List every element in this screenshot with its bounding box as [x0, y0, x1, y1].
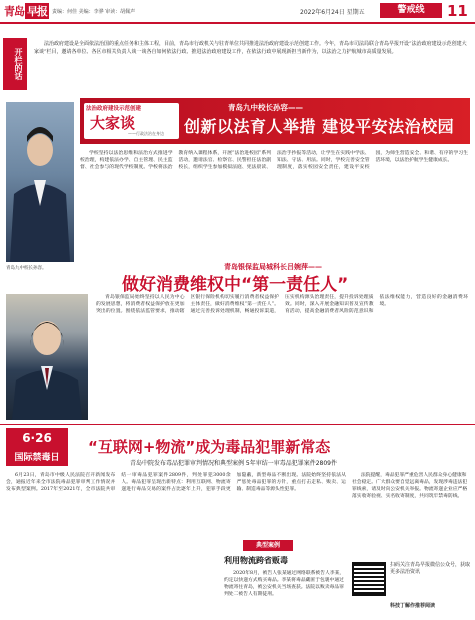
photo-caption: 青岛九中校长孙容。 [6, 266, 47, 271]
editorial-intro: 法治政府建设是全面依法治国的重点任务和主体工程，目前，青岛市行政机关与驻青单位共同推进法治政府建设示范创建工作。今年，青岛市司法局联合青岛早报开设“法治政府建设示范创建大家谈”栏目，邀请各单位、各区市相关负责人谈一谈各自如何依法行政、推进法治政府建设工作，在依法行政中展现新担当新作为，以法治之力护航城市高质量发展。 [34, 41, 467, 55]
issue-date: 2022年6月24日 星期五 [300, 9, 365, 16]
logo-text-a: 青岛 [4, 5, 24, 18]
feature-subhead: 青岛九中校长孙容—— [228, 103, 303, 112]
header-rule [0, 22, 475, 24]
staff-credits: 责编：何佳 美编：李骅 审读：胡佩声 [52, 9, 136, 15]
article-body: 学校坚持以法治思维和法治方式推进学校治理，构建依法办学、自主管理、民主监督、社会参与的现代学校制度。学校将法治教育纳入课程体系，开展“法治进校园”系列活动，邀请法官、检察官、民警担任法治副校长，组织学生参加模拟法庭、宪法晨读、法治手抄报等活动，让学生在实践中学法、知法、守法、用法。同时，学校完善安全管理制度，落实校园安全责任，建设平安校园，为师生营造安全、和谐、有序的学习生活环境，以法治护航学生健康成长。 [80, 151, 468, 171]
article-headline: “互联网+物流”成为毒品犯罪新常态 [88, 438, 331, 456]
qr-footer: 科技丁解作推荐阅读 [390, 603, 436, 609]
page-number: 11 [447, 2, 468, 20]
badge-big-text: 大家谈 [90, 114, 136, 132]
official-photo [6, 294, 88, 420]
badge-small-text: ——行政法治在身边 [128, 131, 164, 136]
qr-code-icon [352, 562, 386, 596]
case-title: 利用物流跨省贩毒 [224, 556, 288, 565]
sidebar-text: 法院提醒，毒品犯罪严重危害人民群众身心健康和社会稳定。广大群众要自觉远离毒品，发现涉毒违法犯罪线索，请及时向公安机关举报。物流寄递企业应严格落实收寄验视、实名收寄制度，共同筑牢禁毒防线。 [352, 473, 468, 500]
feature-banner [80, 98, 470, 144]
newspaper-logo [4, 3, 47, 19]
section-name: 警戒线 [380, 3, 442, 18]
article-headline: 做好消费维权中“第一责任人” [122, 275, 349, 295]
anti-drug-day-title: 国际禁毒日 [14, 453, 60, 463]
section-rule [0, 424, 475, 425]
anti-drug-day-date: 6·26 [22, 431, 52, 445]
case-body: 2020年8月，被告人张某通过网络联系被告人李某，约定以快递方式购买毒品。李某将毒品藏匿于包裹中通过物流寄往青岛，被公安机关当场查获。法院以贩卖毒品罪判处二被告人有期徒刑。 [224, 571, 345, 598]
masthead [0, 0, 475, 22]
anti-drug-day-box [6, 428, 68, 466]
logo-text-b: 早报 [27, 5, 47, 18]
badge-top-text: 法治政府建设示范创建 [86, 106, 142, 112]
article-body: 6月23日，青岛市中级人民法院召开新闻发布会，通报近年来全市法院毒品犯罪审判工作情况并发布典型案例。2017年至2021年，全市法院共审结一审毒品犯罪案件2809件，判处罪犯3000余人。毒品犯罪呈现出新特点：利用互联网、物流寄递进行毒品交易的案件占比逐年上升，犯罪手段更加隐蔽，新型毒品不断出现。法院始终坚持依法从严惩处毒品犯罪的方针，重点打击走私、贩卖、运输、制造毒品等源头性犯罪。 [6, 473, 346, 493]
feature-headline: 创新以法育人举措 建设平安法治校园 [184, 117, 455, 136]
case-label: 典型案例 [243, 540, 293, 551]
person-silhouette-icon [6, 294, 88, 420]
article-subhead: 青岛中院发布毒品犯罪审判情况和典型案例 5年审结一审毒品犯罪案件2809件 [130, 460, 337, 467]
person-silhouette-icon [6, 102, 74, 262]
qr-caption: 扫码关注青岛早报微信公众号，获取更多法治资讯 [390, 562, 471, 575]
principal-photo [6, 102, 74, 262]
article-subhead: 青岛银保监局城科长吕婉萍—— [224, 263, 322, 271]
column-label: 开栏的话 [3, 38, 27, 90]
article-body: 青岛银保监局始终坚持以人民为中心的发展思想，将消费者权益保护放在更加突出的位置。围绕依法监管要求，推动辖区银行保险机构切实履行消费者权益保护主体责任，做好消费维权“第一责任人”。通过完善投诉处理机制，畅通投诉渠道，压实机构源头治理责任，提升投诉处理质效。同时，深入开展金融知识普及宣传教育活动，提高金融消费者风险防范意识和依法维权能力，营造良好的金融消费环境。 [96, 295, 468, 315]
